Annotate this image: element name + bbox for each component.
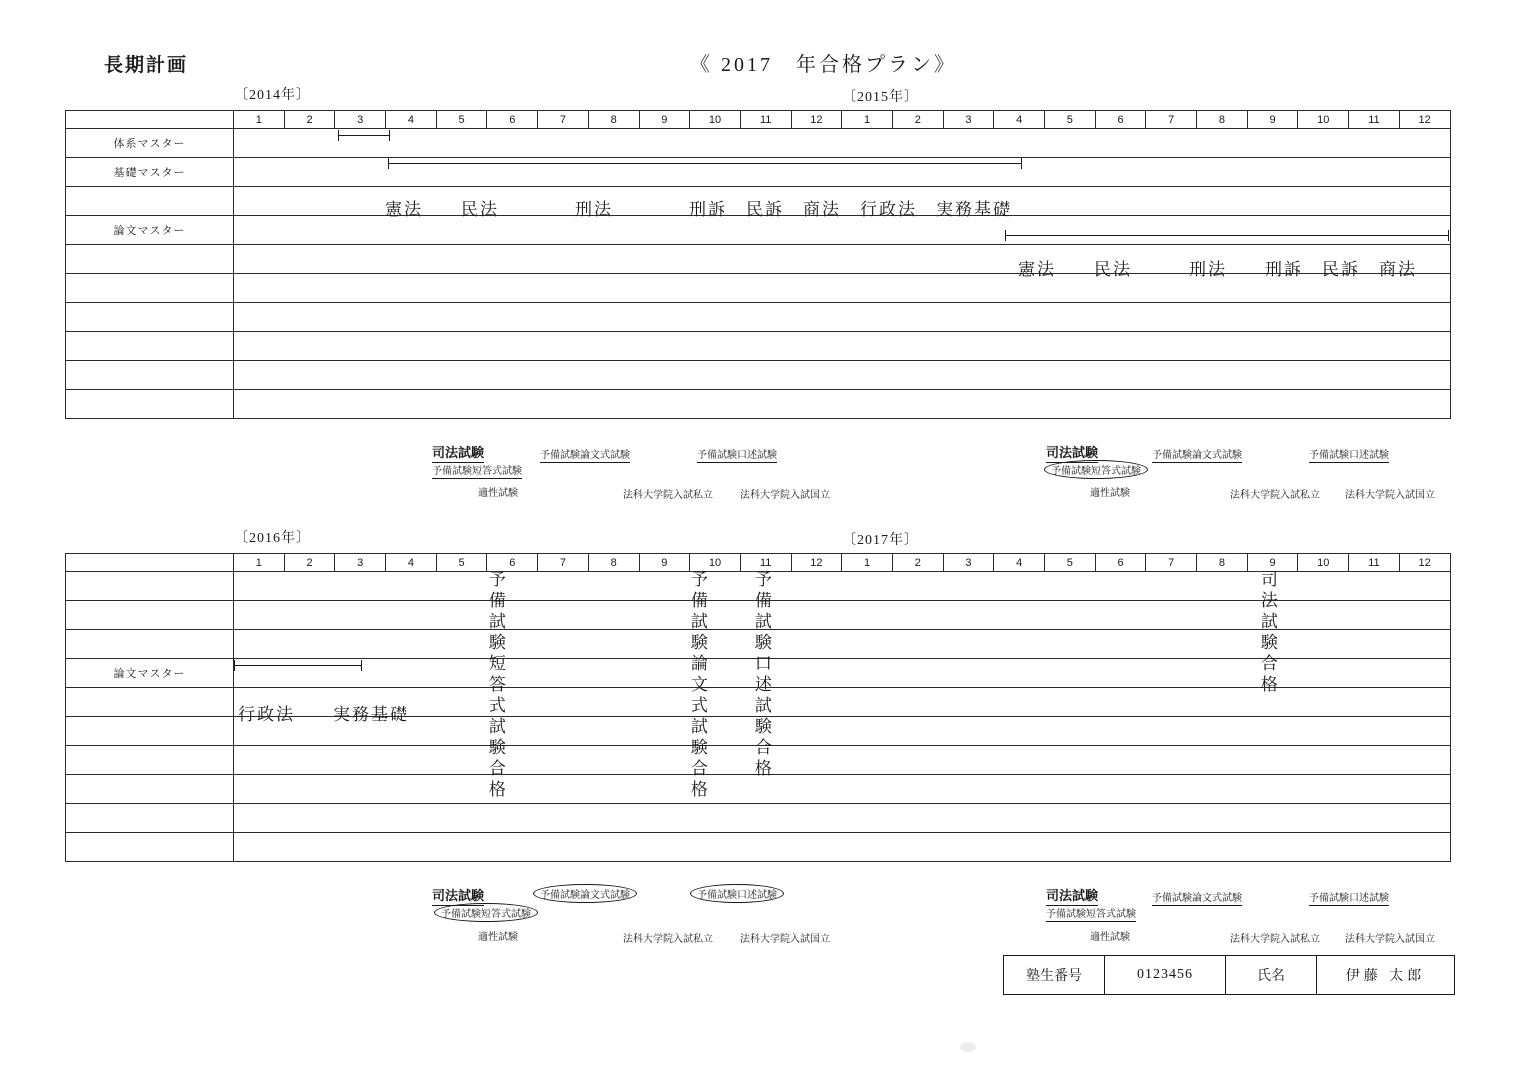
month-header-row-1 — [66, 111, 1451, 129]
month-cell: 11 — [740, 554, 791, 572]
footnote-yobi-tanto-3: 予備試験短答式試験 — [434, 903, 538, 922]
task-track — [234, 390, 1451, 419]
task-track — [234, 158, 1451, 187]
footnote-tekisei-3: 適性試験 — [478, 932, 518, 943]
footnote-houka-shiritsu-1: 法科大学院入試私立 — [623, 490, 713, 501]
task-track — [234, 804, 1451, 833]
month-cell: 8 — [1197, 111, 1248, 129]
footnote-yobi-tanto-1: 予備試験短答式試験 — [432, 462, 522, 479]
month-cell: 2 — [892, 554, 943, 572]
corner-cell — [66, 554, 234, 572]
task-track — [234, 129, 1451, 158]
footnote-houka-shiritsu-3: 法科大学院入試私立 — [623, 934, 713, 945]
task-track — [234, 833, 1451, 862]
month-cell: 1 — [234, 554, 285, 572]
bar-ronbun-master — [1005, 235, 1449, 236]
row-label-blank — [66, 274, 234, 303]
footnote-houka-kokuritsu-2: 法科大学院入試国立 — [1345, 490, 1435, 501]
month-cell: 11 — [1349, 111, 1400, 129]
footnote-houka-shiritsu-2: 法科大学院入試私立 — [1230, 490, 1320, 501]
task-row — [66, 158, 1451, 187]
task-row — [66, 390, 1451, 419]
row-label-blank — [66, 717, 234, 746]
footnote-yobi-koujutsu-1: 予備試験口述試験 — [697, 446, 777, 463]
footnote-yobi-ronbun-2: 予備試験論文式試験 — [1152, 446, 1242, 463]
month-cell: 10 — [690, 111, 741, 129]
row-label-taikei: 体系マスター — [66, 129, 234, 158]
month-cell: 1 — [234, 111, 285, 129]
task-row — [66, 833, 1451, 862]
row-label-blank — [66, 833, 234, 862]
task-track — [234, 775, 1451, 804]
task-row — [66, 129, 1451, 158]
student-name-label: 氏名 — [1226, 956, 1317, 994]
footnote-houka-kokuritsu-1: 法科大学院入試国立 — [740, 490, 830, 501]
bar-kiso-master — [388, 163, 1022, 164]
month-cell: 4 — [386, 554, 437, 572]
footnote-shihou-1: 司法試験 — [432, 442, 484, 463]
month-cell: 1 — [842, 111, 893, 129]
month-cell: 8 — [588, 111, 639, 129]
year-caption-2017: 〔2017年〕 — [842, 533, 919, 548]
month-cell: 6 — [1095, 111, 1146, 129]
row-label-blank — [66, 775, 234, 804]
task-row — [66, 303, 1451, 332]
month-cell: 2 — [284, 111, 335, 129]
footnote-yobi-ronbun-4: 予備試験論文式試験 — [1152, 889, 1242, 906]
month-cell: 11 — [740, 111, 791, 129]
footnote-yobi-koujutsu-4: 予備試験口述試験 — [1309, 889, 1389, 906]
month-cell: 6 — [487, 111, 538, 129]
month-cell: 7 — [1146, 111, 1197, 129]
month-cell: 3 — [335, 554, 386, 572]
footnote-shihou-3: 司法試験 — [432, 885, 484, 906]
month-cell: 4 — [994, 554, 1045, 572]
month-cell: 6 — [487, 554, 538, 572]
month-cell: 12 — [1399, 111, 1450, 129]
vertical-note-shihou: 司法試験合格 — [1257, 570, 1277, 696]
month-cell: 2 — [892, 111, 943, 129]
month-cell: 6 — [1095, 554, 1146, 572]
footnote-shihou-4: 司法試験 — [1046, 885, 1098, 906]
plan-title: 《 2017 年合格プラン》 — [690, 54, 957, 76]
student-id-value[interactable]: 0123456 — [1105, 956, 1226, 994]
month-cell: 12 — [1399, 554, 1450, 572]
year-caption-2016: 〔2016年〕 — [234, 531, 311, 546]
month-cell: 3 — [943, 554, 994, 572]
subject-list-ronbun: 憲法 民法 刑法 刑訴 民訴 商法 — [1018, 260, 1417, 279]
row-label-blank — [66, 303, 234, 332]
month-cell: 2 — [284, 554, 335, 572]
month-cell: 1 — [842, 554, 893, 572]
row-label-blank — [66, 601, 234, 630]
student-id-label: 塾生番号 — [1004, 956, 1105, 994]
task-track — [234, 303, 1451, 332]
row-label-blank — [66, 245, 234, 274]
subject-list-2016: 行政法 実務基礎 — [238, 705, 409, 724]
row-label-blank — [66, 630, 234, 659]
month-cell: 10 — [690, 554, 741, 572]
bar-taikei-master — [338, 135, 390, 136]
footnote-shihou-2: 司法試験 — [1046, 442, 1098, 463]
month-cell: 9 — [639, 554, 690, 572]
month-cell: 10 — [1298, 111, 1349, 129]
footnote-tekisei-4: 適性試験 — [1090, 932, 1130, 943]
footnote-yobi-ronbun-1: 予備試験論文式試験 — [540, 446, 630, 463]
task-row — [66, 361, 1451, 390]
student-info-box — [1003, 955, 1455, 995]
month-cell: 4 — [994, 111, 1045, 129]
footnote-yobi-koujutsu-2: 予備試験口述試験 — [1309, 446, 1389, 463]
scan-artifact — [960, 1042, 976, 1052]
corner-cell — [66, 111, 234, 129]
vertical-note-koujutsu: 予備試験口述試験合格 — [751, 570, 771, 780]
month-header-row-2 — [66, 554, 1451, 572]
month-cell: 8 — [1197, 554, 1248, 572]
footnote-houka-kokuritsu-3: 法科大学院入試国立 — [740, 934, 830, 945]
month-cell: 12 — [791, 554, 842, 572]
row-label-blank — [66, 572, 234, 601]
row-label-blank — [66, 390, 234, 419]
month-cell: 5 — [1045, 554, 1096, 572]
footnote-yobi-ronbun-3: 予備試験論文式試験 — [533, 884, 637, 903]
month-cell: 12 — [791, 111, 842, 129]
row-label-kiso: 基礎マスター — [66, 158, 234, 187]
task-row — [66, 332, 1451, 361]
footnote-tekisei-2: 適性試験 — [1090, 488, 1130, 499]
month-cell: 9 — [639, 111, 690, 129]
footnote-yobi-koujutsu-3: 予備試験口述試験 — [690, 884, 784, 903]
footnote-yobi-tanto-2: 予備試験短答式試験 — [1044, 460, 1148, 479]
footnote-houka-kokuritsu-4: 法科大学院入試国立 — [1345, 934, 1435, 945]
month-cell: 10 — [1298, 554, 1349, 572]
month-cell: 5 — [436, 554, 487, 572]
month-cell: 3 — [943, 111, 994, 129]
task-track — [234, 361, 1451, 390]
subject-list-kiso: 憲法 民法 刑法 刑訴 民訴 商法 行政法 実務基礎 — [385, 200, 1012, 219]
footnote-tekisei-1: 適性試験 — [478, 488, 518, 499]
footnote-yobi-tanto-4: 予備試験短答式試験 — [1046, 905, 1136, 922]
month-cell: 5 — [436, 111, 487, 129]
vertical-note-tanto: 予備試験短答式試験合格 — [485, 570, 505, 801]
row-label-blank — [66, 688, 234, 717]
month-cell: 9 — [1247, 554, 1298, 572]
month-cell: 9 — [1247, 111, 1298, 129]
row-label-ronbun-2: 論文マスター — [66, 659, 234, 688]
row-label-blank — [66, 332, 234, 361]
month-cell: 3 — [335, 111, 386, 129]
row-label-blank — [66, 361, 234, 390]
bar-ronbun-master-2 — [234, 665, 362, 666]
footnote-houka-shiritsu-4: 法科大学院入試私立 — [1230, 934, 1320, 945]
page-title: 長期計画 — [104, 55, 189, 76]
year-caption-2014: 〔2014年〕 — [234, 88, 311, 103]
month-cell: 7 — [538, 111, 589, 129]
month-cell: 11 — [1349, 554, 1400, 572]
row-label-ronbun: 論文マスター — [66, 216, 234, 245]
row-label-blank — [66, 187, 234, 216]
row-label-blank — [66, 804, 234, 833]
month-cell: 5 — [1045, 111, 1096, 129]
task-track — [234, 332, 1451, 361]
month-cell: 4 — [386, 111, 437, 129]
month-cell: 8 — [588, 554, 639, 572]
month-cell: 7 — [1146, 554, 1197, 572]
vertical-note-ronbun: 予備試験論文式試験合格 — [687, 570, 707, 801]
row-label-blank — [66, 746, 234, 775]
month-cell: 7 — [538, 554, 589, 572]
year-caption-2015: 〔2015年〕 — [842, 90, 919, 105]
student-name-value[interactable]: 伊藤 太郎 — [1345, 969, 1426, 984]
